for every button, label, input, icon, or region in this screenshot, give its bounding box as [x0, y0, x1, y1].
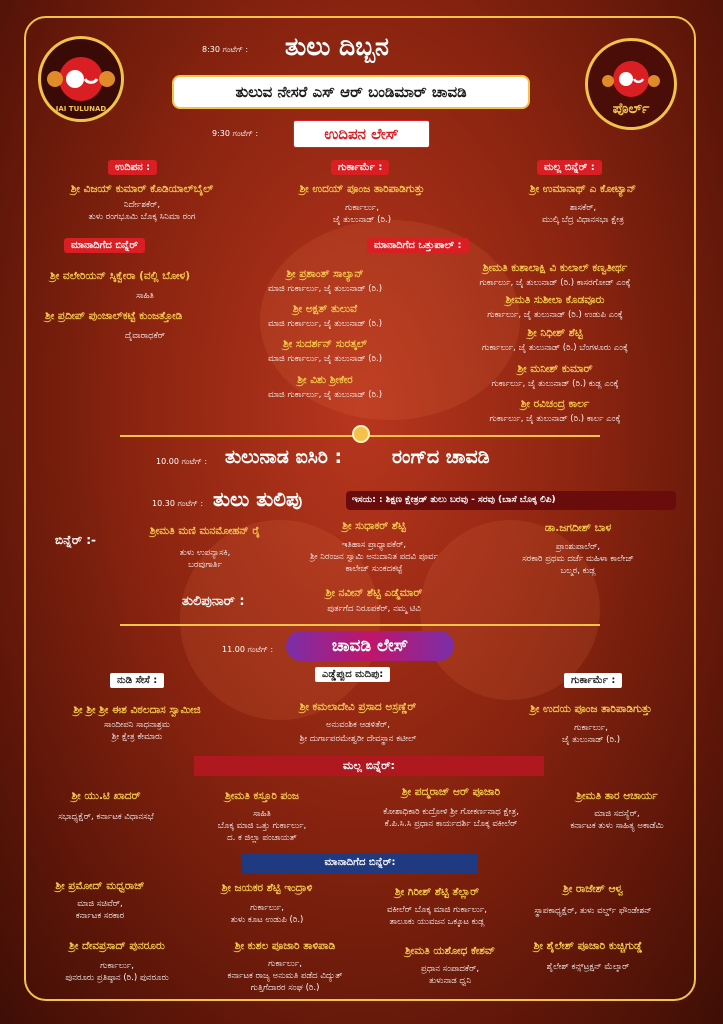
- guest-r1-2-desc-1: ಗುರ್ಕಾರ್ಲು,: [250, 903, 284, 913]
- porlu-logo: [585, 38, 677, 130]
- malla-4-desc-1: ಮಾಜಿ ಸದಸ್ಯೆರ್,: [594, 809, 640, 819]
- honor-right-5-desc: ಗುರ್ಕಾರ್ಲು, ಜೈ ತುಲುನಾಡ್ (ರಿ.) ಕಾರ್ಲ ಎಂಕ್ಕೆ: [489, 414, 621, 424]
- label-gurkarme-2: ಗುರ್ಕಾರ್ಮೆ :: [564, 673, 622, 688]
- guest-r2-2-desc-2: ಕರ್ನಾಟಕ ರಾಜ್ಯ ಅನುಮತಿ ಪಡೆದ ವಿದ್ಯುತ್: [227, 971, 343, 981]
- label-malla-binner: ಮಲ್ಲ ಬಿನ್ನೆರ್ :: [537, 160, 602, 175]
- time-1100: 11.00 ಗಂಟೆಗ್ :: [222, 645, 274, 654]
- guest-r2-2-desc-3: ಗುತ್ತಿಗೆದಾರರ ಸಂಘ (ರಿ.): [250, 983, 320, 993]
- honor-right-1-name: ಶ್ರೀಮತಿ ಕುಶಾಲಾಕ್ಷಿ ವಿ ಕುಲಾಲ್ ಕಣ್ವತೀರ್ಥ: [482, 262, 628, 274]
- nudi-sese-desc-2: ಶ್ರೀ ಕ್ಷೇತ್ರ ಕೇಮಾರು: [111, 732, 163, 742]
- malla-4-name: ಶ್ರೀಮತಿ ತಾರ ಆಚಾರ್ಯ: [576, 790, 658, 802]
- topic-bar: [346, 491, 676, 510]
- honor-right-2-name: ಶ್ರೀಮತಿ ಸುಶೀಲಾ ಕೊಡವೂರು: [505, 294, 605, 306]
- time-1000: 10.00 ಗಂಟೆಗ್ :: [156, 457, 208, 466]
- guests-bar-label: ಮಾನಾದಿಗೆದ ಬಿನ್ನೆರ್:: [324, 857, 396, 868]
- time-1030: 10.30 ಗಂಟೆಗ್ :: [152, 499, 204, 508]
- panel-2-desc-3: ಕಾಲೇಜ್ ಸುಂಕದಕಟ್ಟೆ: [345, 564, 403, 574]
- guest-2-role: ದೈವಾರಾಧಕೆರ್: [124, 331, 166, 341]
- binner-label: ಬಿನ್ನೆರ್ :-: [55, 533, 97, 547]
- eddeppuda-desc-2: ಶ್ರೀ ದುರ್ಗಾಪರಮೇಶ್ವರೀ ದೇವಸ್ಥಾನ ಕಟೀಲ್: [299, 734, 417, 744]
- panel-1-desc-2: ಬರವುಗಾರ್ತಿ: [188, 560, 222, 570]
- tulipunar-name: ಶ್ರೀ ನವೀನ್ ಶೆಟ್ಟಿ ಎಡ್ಮೆಮಾರ್: [325, 587, 423, 599]
- guest-r1-3-desc-2: ತಾಲೂಕು ಯುವಜನ ಒಕ್ಕೂಟ ಕುಡ್ಲ: [389, 917, 485, 927]
- malla-binner-desc-2: ಮುಲ್ಕಿ ಬೆದ್ರ ವಿಧಾನಸಭಾ ಕ್ಷೇತ್ರ: [542, 215, 624, 225]
- aisiri-title-a: ತುಲುನಾಡ ಐಸಿರಿ :: [225, 446, 343, 468]
- malla-2-name: ಶ್ರೀಮತಿ ಕಸ್ತೂರಿ ಪಂಜ: [225, 790, 299, 802]
- honor-mid-4-desc: ಮಾಜಿ ಗುರ್ಕಾರ್ಲು, ಜೈ ತುಲುನಾಡ್ (ರಿ.): [267, 390, 383, 400]
- malla-binner-bar-label: ಮಲ್ಲ ಬಿನ್ನೆರ್:: [343, 759, 395, 772]
- eddeppuda-desc-1: ಅನುವಂಶಿಕ ಆಡಳಿತೆರ್,: [326, 720, 390, 730]
- venue-title: ತುಲುವ ನೇಸರೆ ಎಸ್ ಆರ್ ಬಂಡಿಮಾರ್ ಚಾವಡಿ: [235, 83, 467, 101]
- label-nudi-sese: ನುಡಿ ಸೇಸೆ :: [110, 673, 164, 688]
- logo-left-caption: JAI TULUNAD: [55, 105, 107, 113]
- udipana-name: ಶ್ರೀ ವಿಜಯ್ ಕುಮಾರ್ ಕೊಡಿಯಾಲ್‌ಬೈಲ್: [70, 183, 214, 195]
- malla-binner-name: ಶ್ರೀ ಉಮಾನಾಥ್ ಎ ಕೋಟ್ಯಾನ್: [529, 183, 637, 195]
- guest-r1-3-desc-1: ವಕೀಲೆರ್ ಬೊಕ್ಕ ಮಾಜಿ ಗುರ್ಕಾರ್ಲು,: [387, 905, 487, 915]
- udipana-desc-1: ನಿರ್ದೇಶಕೆರ್,: [123, 200, 161, 210]
- udipana-title: ಉದಿಪನ ಲೇಸ್: [324, 125, 399, 143]
- label-gurkarme: ಗುರ್ಕಾರ್ಮೆ :: [331, 160, 389, 175]
- guest-1-name: ಶ್ರೀ ವಲೇರಿಯನ್ ಸ್ಕಿಕ್ವೇರಾ (ವಲ್ಲಿ ಬೋಳ): [50, 270, 191, 282]
- guest-2-name: ಶ್ರೀ ಪ್ರದೀಪ್ ಪುಂಜಾಲ್‌ಕಟ್ಟೆ ಕುಂಜತ್ತೋಡಿ: [45, 310, 183, 322]
- gurkarme-name: ಶ್ರೀ ಉದಯ್ ಪೂಂಜ ತಾರಿಪಾಡಿಗುತ್ತು: [299, 183, 425, 195]
- malla-2-desc-3: ದ. ಕ ಜಿಲ್ಲಾ ಪಂಚಾಯತ್: [227, 833, 297, 843]
- panel-2-desc-1: ಇತಿಹಾಸ ಪ್ರಾಧ್ಯಾಪಕೆರ್,: [341, 540, 407, 550]
- guest-r1-2-name: ಶ್ರೀ ಜಯಕರ ಶೆಟ್ಟಿ ಇಂದ್ರಾಳಿ: [221, 882, 313, 894]
- divider-ornament: [352, 425, 370, 443]
- guest-r2-4-name: ಶ್ರೀ ಶೈಲೇಶ್ ಪೂಜಾರಿ ಕುಚ್ಚಿಗುಡ್ಡೆ: [533, 940, 643, 952]
- gurkarme-desc-2: ಜೈ ತುಲುನಾಡ್ (ರಿ.): [332, 215, 392, 225]
- aisiri-title-b: ರಂಗ್‌ದ ಚಾವಡಿ: [392, 446, 490, 468]
- chavadi-title-box: [286, 631, 454, 661]
- udipana-title-box: [293, 120, 430, 148]
- tulipu-title: ತುಲು ತುಲಿಪು: [213, 487, 303, 511]
- panel-3-name: ಡಾ.ಜಗದೀಶ್ ಬಾಳ: [544, 522, 612, 534]
- guest-r2-3-desc-1: ಪ್ರಧಾನ ಸಂಪಾದಕೆರ್,: [420, 964, 480, 974]
- malla-3-desc-2: ಕೆ.ಪಿ.ಸಿ.ಸಿ ಪ್ರಧಾನ ಕಾರ್ಯದರ್ಶಿ ಬೊಕ್ಕ ವಕೀಲೆರ್: [384, 819, 518, 829]
- guests-bar: [242, 853, 478, 873]
- honor-right-3-name: ಶ್ರೀ ನಿಧೀಶ್ ಶೆಟ್ಟಿ: [527, 327, 583, 339]
- malla-3-desc-1: ಕೋಶಾಧಿಕಾರಿ ಕುದ್ರೋಳಿ ಶ್ರೀ ಗೋಕರ್ಣನಾಥ ಕ್ಷೇತ್ರ,: [383, 807, 519, 817]
- panel-1-desc-1: ತುಳು ಉಪನ್ಯಾಸಕಿ,: [179, 548, 231, 558]
- udipana-desc-2: ತುಳು ರಂಗಭೂಮಿ ಬೊಕ್ಕ ಸಿನಿಮಾ ರಂಗ: [88, 212, 196, 222]
- panel-2-desc-2: ಶ್ರೀ ನಿರಂಜನ ಸ್ವಾಮಿ ಅನುದಾನಿತ ಪದವಿ ಪೂರ್ವ: [310, 552, 438, 562]
- guest-r2-1-desc-2: ಪುನರೂರು ಪ್ರತಿಷ್ಠಾನ (ರಿ.) ಪುನರೂರು: [65, 973, 169, 983]
- guest-r1-4-name: ಶ್ರೀ ರಾಜೇಶ್ ಆಳ್ವ: [563, 883, 623, 895]
- jai-tulunad-logo: [38, 36, 124, 122]
- venue-banner: [174, 77, 528, 107]
- tulipunar-desc: ಪುರ್ತಗೆದ ನಿರೂಪಕೆರ್, ನಮ್ಮ ಟಿವಿ: [327, 604, 421, 614]
- label-eddeppuda-madipu: ಎಡ್ಡೆಪ್ಪುದ ಮದಿಪು:: [315, 667, 390, 682]
- gurkarme-2-desc-1: ಗುರ್ಕಾರ್ಲು,: [574, 723, 608, 733]
- guest-r2-1-name: ಶ್ರೀ ದೇವಪ್ರಸಾದ್ ಪುನರೂರು: [69, 940, 165, 952]
- tulipunar-label: ತುಲಿಪುನಾರ್ :: [182, 594, 245, 609]
- time-930: 9:30 ಗಂಟೆಗ್ :: [212, 129, 259, 138]
- honor-right-4-desc: ಗುರ್ಕಾರ್ಲು, ಜೈ ತುಲುನಾಡ್ (ರಿ.) ಕುಡ್ಲ ಎಂಕ್ಕೆ: [491, 379, 619, 389]
- guest-r2-4-desc-1: ಶೈಲೇಶ್ ಕನ್ಸ್‌ಟ್ರಕ್ಷನ್ ಮೆಲ್ಕಾರ್: [546, 962, 630, 972]
- nudi-sese-name: ಶ್ರೀ ಶ್ರೀ ಶ್ರೀ ಈಶ ವಿಠಲದಾಸ ಸ್ವಾಮೀಜಿ: [73, 704, 201, 716]
- guest-r2-3-desc-2: ತುಳುನಾಡ ಧ್ವನಿ: [428, 976, 472, 986]
- guest-r2-1-desc-1: ಗುರ್ಕಾರ್ಲು,: [100, 961, 134, 971]
- gurkarme-2-name: ಶ್ರೀ ಉದಯ ಪೂಂಜ ತಾರಿಪಾಡಿಗುತ್ತು: [530, 703, 652, 715]
- guest-r1-4-desc-1: ಸ್ಥಾಪಕಾಧ್ಯಕ್ಷೆರ್, ತುಳು ವರ್ಲ್ಡ್ ಫೌಂಡೇಶನ್: [534, 906, 652, 916]
- honor-mid-1-name: ಶ್ರೀ ಪ್ರಶಾಂತ್ ಸಾಲ್ಯಾನ್: [286, 268, 364, 280]
- nudi-sese-desc-1: ಸಾಂದೀಪನಿ ಸಾಧನಾಶ್ರಮ: [104, 720, 170, 730]
- panel-3-desc-1: ಪ್ರಾಂಶುಪಾಲೆರ್,: [555, 542, 601, 552]
- guest-r2-3-name: ಶ್ರೀಮತಿ ಯಶೋಧ ಕೇಶವ್: [404, 945, 496, 957]
- guest-r1-3-name: ಶ್ರೀ ಗಿರೀಶ್ ಶೆಟ್ಟಿ ತೆಲ್ಲಾರ್: [394, 886, 480, 898]
- malla-3-name: ಶ್ರೀ ಪದ್ಮರಾಜ್ ಆರ್ ಪೂಜಾರಿ: [401, 786, 501, 798]
- honor-mid-3-name: ಶ್ರೀ ಸುದರ್ಶನ್ ಸುರತ್ಕಲ್: [283, 338, 367, 350]
- gurkarme-2-desc-2: ಜೈ ತುಲುನಾಡ್ (ರಿ.): [561, 735, 621, 745]
- honor-right-1-desc: ಗುರ್ಕಾರ್ಲು, ಜೈ ತುಲುನಾಡ್ (ರಿ.) ಕಾಸರಗೋಡ್ ಎಂಕ್ಕೆ: [479, 278, 631, 288]
- chavadi-title: ಚಾವಡಿ ಲೇಸ್: [331, 636, 409, 656]
- honor-right-3-desc: ಗುರ್ಕಾರ್ಲು, ಜೈ ತುಲುನಾಡ್ (ರಿ.) ಬೆಂಗಳೂರು ಎಂಕ್ಕೆ: [482, 343, 628, 353]
- honor-right-4-name: ಶ್ರೀ ಮನೀಶ್ ಕುಮಾರ್: [517, 363, 593, 375]
- section-divider: [120, 624, 600, 626]
- honor-right-2-desc: ಗುರ್ಕಾರ್ಲು, ಜೈ ತುಲುನಾಡ್ (ರಿ.) ಉಡುಪಿ ಎಂಕ್ಕೆ: [487, 310, 623, 320]
- guest-r1-2-desc-2: ತುಳು ಕೂಟ ಉಡುಪಿ (ರಿ.): [230, 915, 304, 925]
- honor-right-5-name: ಶ್ರೀ ರವಿಚಂದ್ರ ಕಾರ್ಲ: [520, 398, 590, 410]
- guest-1-role: ಸಾಹಿತಿ: [136, 291, 154, 301]
- label-honor: ಮಾನಾದಿಗೆದ ಒತ್ತುಪಾಲ್ :: [367, 238, 469, 253]
- panel-3-desc-3: ಬಲ್ಮಠ, ಕುಡ್ಲ: [560, 566, 596, 576]
- malla-1-desc-1: ಸಭಾಧ್ಯಕ್ಷೆರ್, ಕರ್ನಾಟಕ ವಿಧಾನಸಭೆ: [58, 812, 154, 822]
- guest-r2-2-name: ಶ್ರೀ ಕುಶಲ ಪೂಜಾರಿ ತಾಳಿಪಾಡಿ: [234, 940, 336, 952]
- page-title: ತುಲು ದಿಬ್ಬನ: [285, 32, 389, 61]
- honor-mid-1-desc: ಮಾಜಿ ಗುರ್ಕಾರ್ಲು, ಜೈ ತುಲುನಾಡ್ (ರಿ.): [267, 284, 383, 294]
- malla-binner-desc-1: ಶಾಸಕೆರ್,: [569, 203, 597, 213]
- panel-3-desc-2: ಸರಕಾರಿ ಪ್ರಥಮ ದರ್ಜೆ ಮಹಿಳಾ ಕಾಲೇಜ್: [522, 554, 634, 564]
- guest-r1-1-desc-1: ಮಾಜಿ ಸಚಿವೆರ್,: [77, 899, 123, 909]
- topic-text: ಇಸಯ: : ಶಿಕ್ಷಣ ಕ್ಷೇತ್ರಡ್ ತುಲು ಬರವು - ಸರವು (ಬಾಸೆ ಬೊಕ್ಕ ಲಿಪಿ): [352, 495, 556, 505]
- malla-1-name: ಶ್ರೀ ಯು.ಟಿ ಖಾದರ್: [71, 790, 141, 802]
- malla-binner-bar: [194, 756, 544, 776]
- panel-2-name: ಶ್ರೀ ಸುಧಾಕರ್ ಶೆಟ್ಟಿ: [342, 520, 406, 532]
- malla-2-desc-1: ಸಾಹಿತಿ: [253, 809, 271, 819]
- malla-2-desc-2: ಬೊಕ್ಕ ಮಾಜಿ ಒತ್ತು ಗುರ್ಕಾರ್ಲು,: [217, 821, 307, 831]
- malla-4-desc-2: ಕರ್ನಾಟಕ ತುಳು ಸಾಹಿತ್ಯ ಅಕಾಡೆಮಿ: [570, 821, 664, 831]
- guest-r2-2-desc-1: ಗುರ್ಕಾರ್ಲು,: [268, 959, 302, 969]
- label-guests: ಮಾನಾದಿಗೆದ ಬಿನ್ನೆರ್: [64, 238, 145, 253]
- time-830: 8:30 ಗಂಟೆಗ್ :: [202, 45, 249, 54]
- guest-r1-1-name: ಶ್ರೀ ಪ್ರಮೋದ್ ಮಧ್ವರಾಜ್: [55, 880, 145, 892]
- honor-mid-2-name: ಶ್ರೀ ಅಕ್ಷತ್ ತುಲುವೆ: [292, 303, 358, 315]
- honor-mid-3-desc: ಮಾಜಿ ಗುರ್ಕಾರ್ಲು, ಜೈ ತುಲುನಾಡ್ (ರಿ.): [267, 354, 383, 364]
- honor-mid-2-desc: ಮಾಜಿ ಗುರ್ಕಾರ್ಲು, ಜೈ ತುಲುನಾಡ್ (ರಿ.): [267, 319, 383, 329]
- guest-r1-1-desc-2: ಕರ್ನಾಟಕ ಸರಕಾರ: [75, 911, 125, 921]
- panel-1-name: ಶ್ರೀಮತಿ ಮಣಿ ಮನಮೋಹನ್ ರೈ: [149, 525, 261, 537]
- gurkarme-desc-1: ಗುರ್ಕಾರ್ಲು,: [345, 203, 379, 213]
- logo-right-caption: ಪೊರ್ಲ್: [612, 101, 650, 117]
- eddeppuda-name: ಶ್ರೀ ಕಮಲಾದೇವಿ ಪ್ರಸಾದ ಅಸ್ರಣ್ಣೆರ್: [299, 701, 417, 713]
- label-udipana: ಉದಿಪನ :: [108, 160, 157, 175]
- honor-mid-4-name: ಶ್ರೀ ವಿಶು ಶ್ರೀಕೇರ: [297, 374, 353, 386]
